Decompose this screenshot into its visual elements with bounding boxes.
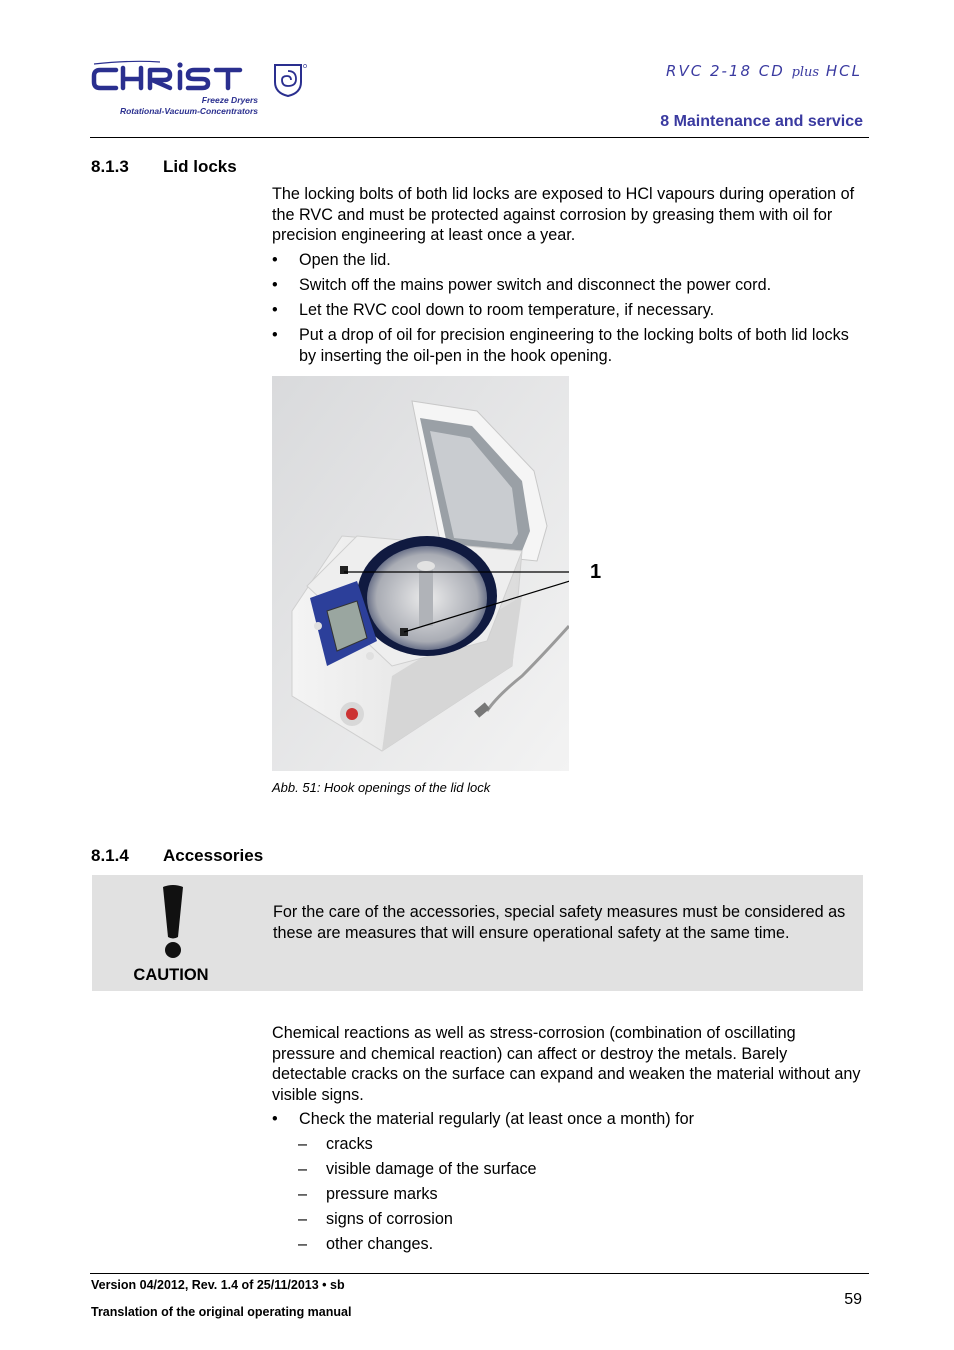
list-item: • Let the RVC cool down to room temperature, if necessary. — [272, 301, 715, 319]
list-item: – cracks — [298, 1135, 373, 1153]
section-title-lid-locks: Lid locks — [163, 157, 237, 176]
list-item: • Open the lid. — [272, 251, 391, 269]
list-item: – other changes. — [298, 1235, 434, 1253]
chapter-title: 8 Maintenance and service — [660, 113, 863, 130]
caution-label: CAUTION — [133, 966, 209, 984]
list-item: – signs of corrosion — [298, 1210, 453, 1228]
christ-emblem-icon — [272, 62, 308, 98]
christ-logo — [90, 60, 265, 98]
list-item: • Switch off the mains power switch and disconnect the power cord. — [272, 276, 772, 294]
footer-translation-note: Translation of the original operating manual — [91, 1305, 352, 1319]
accessories-check-items — [272, 1134, 862, 1259]
exclamation-icon — [158, 883, 188, 959]
list-item: – pressure marks — [298, 1185, 438, 1203]
brand-subtitle-rvc: Rotational-Vacuum-Concentrators — [119, 106, 258, 116]
footer-version: Version 04/2012, Rev. 1.4 of 25/11/2013 • sb — [91, 1278, 345, 1292]
rvc-device-photo — [272, 376, 569, 771]
section-number-813: 8.1.3 — [91, 157, 129, 176]
caution-text: For the care of the accessories, special safety measures must be considered as these are measures that will ensure operational safety at the same time. — [273, 903, 846, 942]
list-item: • Check the material regularly (at least once a month) for — [272, 1110, 694, 1128]
footer-divider — [90, 1273, 869, 1274]
accessories-paragraph: Chemical reactions as well as stress-corrosion (combination of oscillating pressure and chemical reaction) can affect or destroy the metals. Barely detectable cracks on the surface can expand and weaken the material without any visible signs. — [272, 1024, 861, 1104]
list-item: – visible damage of the surface — [298, 1160, 537, 1178]
lid-locks-steps — [272, 250, 862, 371]
lid-locks-paragraph: The locking bolts of both lid locks are exposed to HCl vapours during operation of the RVC and must be protected against corrosion by greasing them with oil for precision engineering at least once a year. — [272, 185, 855, 245]
figure-caption: Abb. 51: Hook openings of the lid lock — [272, 780, 491, 795]
page-number: 59 — [844, 1291, 862, 1308]
model-title: RVC 2-18 CD plus HCL — [666, 62, 862, 80]
accessories-check-list — [272, 1109, 862, 1134]
figure-callout-1: 1 — [590, 561, 602, 583]
header-divider — [90, 137, 869, 138]
section-title-accessories: Accessories — [163, 846, 264, 865]
brand-subtitle-freeze-dryers: Freeze Dryers — [201, 95, 258, 105]
section-number-814: 8.1.4 — [91, 846, 129, 865]
list-item: • Put a drop of oil for precision engineering to the locking bolts of both lid locks by inserting the oil-pen in the hook opening. — [272, 326, 849, 365]
